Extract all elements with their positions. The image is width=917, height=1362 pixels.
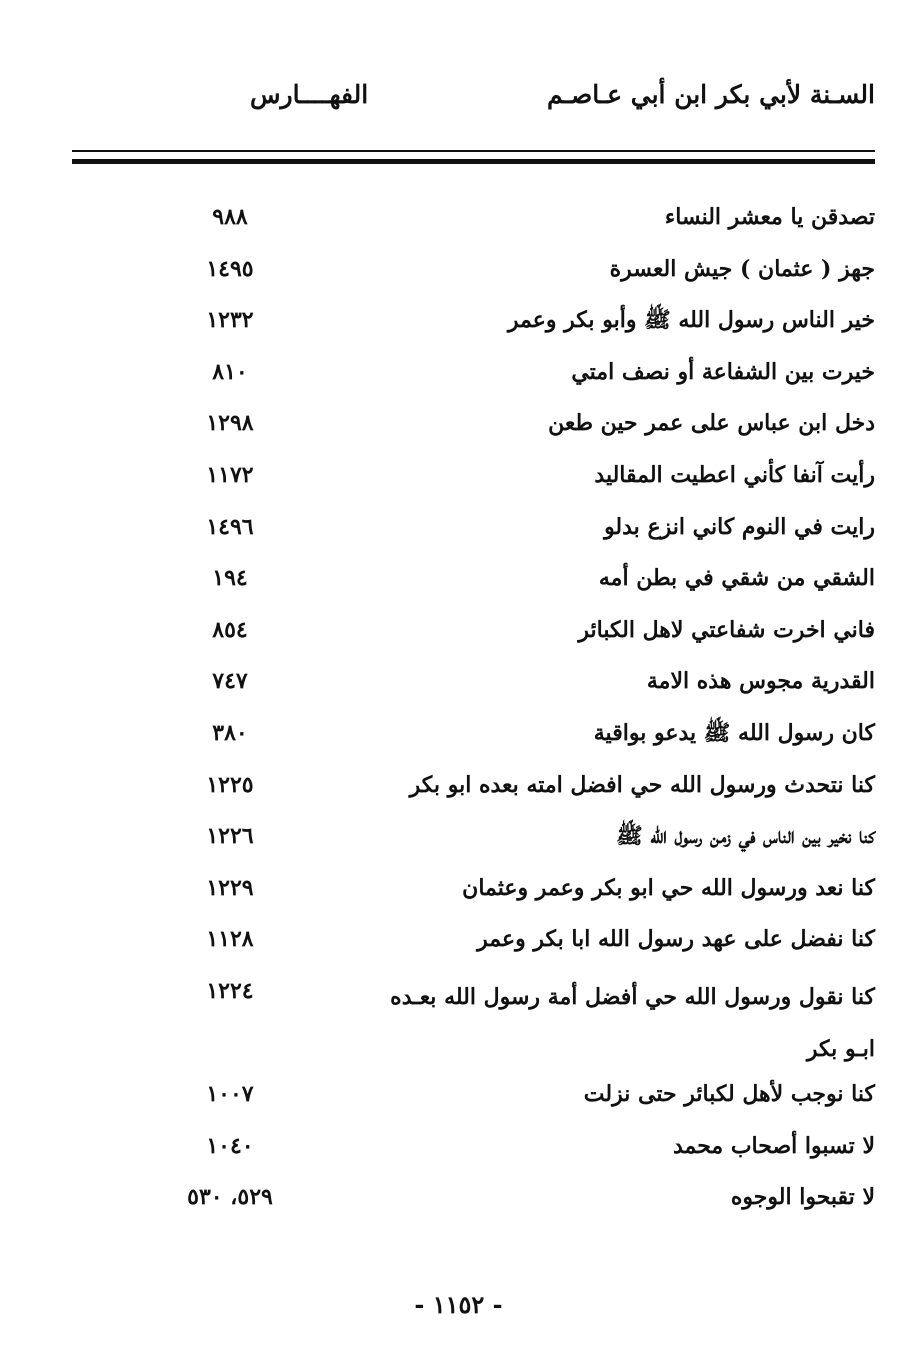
index-entry: [170, 352, 875, 404]
index-entry: [170, 1074, 875, 1126]
index-entry: [170, 610, 875, 662]
index-entry: [170, 507, 875, 559]
book-title: السـنة لأبي بكر ابن أبي عـاصـم: [547, 80, 875, 109]
index-entry: [170, 971, 875, 1074]
index-entry: [170, 558, 875, 610]
entry-number: ١٠٠٧: [206, 1080, 254, 1107]
entry-text: رايت في النوم كاني انزع بدلو: [604, 513, 875, 540]
entry-text: فاني اخرت شفاعتي لاهل الكبائر: [578, 616, 875, 643]
entry-number: ١٤٩٥: [206, 255, 254, 282]
entry-number: ١٠٤٠: [206, 1132, 254, 1159]
entry-text: كان رسول الله ﷺ يدعو بواقية: [593, 719, 875, 746]
index-entry: [170, 816, 875, 868]
entry-text: رأيت آنفا كأني اعطيت المقاليد: [594, 461, 875, 488]
header-rule-thin: [72, 150, 875, 152]
index-entry: [170, 403, 875, 455]
entry-text: كنا نخير بين الناس في زمن رسول الله ﷺ: [616, 823, 875, 850]
entry-number: ٣٨٠: [212, 719, 248, 746]
entry-text: جهز ( عثمان ) جيش العسرة: [609, 255, 875, 282]
index-entry: [170, 455, 875, 507]
entry-number: ١٤٩٦: [206, 513, 254, 540]
entry-number: ١٩٤: [212, 565, 248, 592]
entry-text: الشقي من شقي في بطن أمه: [598, 565, 875, 592]
entry-text: خيرت بين الشفاعة أو نصف امتي: [571, 358, 875, 385]
entry-text: دخل ابن عباس على عمر حين طعن: [548, 410, 875, 437]
entry-text: تصدقن يا معشر النساء: [664, 204, 875, 230]
index-entry: [170, 300, 875, 352]
entry-number: ١٢٣٢: [206, 307, 254, 334]
entry-number: ٩٨٨: [212, 204, 248, 230]
entry-number: ٨٥٤: [212, 616, 248, 643]
entry-number: ٧٤٧: [212, 668, 248, 695]
entry-text: خير الناس رسول الله ﷺ وأبو بكر وعمر: [507, 307, 875, 334]
index-entry: [170, 919, 875, 971]
page-number: - ١١٥٢ -: [414, 1290, 503, 1319]
entry-text: لا تسبوا أصحاب محمد: [672, 1132, 875, 1159]
index-entry: [170, 1126, 875, 1178]
index-entry: [170, 765, 875, 817]
page-header: [230, 80, 875, 120]
entry-text: كنا نعد ورسول الله حي ابو بكر وعمر وعثمان: [462, 874, 875, 901]
entry-number: ١٢٢٥: [206, 771, 254, 798]
entry-text: القدرية مجوس هذه الامة: [646, 668, 875, 695]
entry-text: كنا نتحدث ورسول الله حي افضل امته بعده ابو بكر: [409, 771, 875, 798]
index-entry: [170, 868, 875, 920]
entry-number: ١٢٢٩: [206, 874, 254, 901]
entry-number: ١٢٢٤: [206, 977, 254, 1004]
index-entry: [170, 249, 875, 301]
index-entry: [170, 713, 875, 765]
index-list: [170, 197, 875, 1229]
entry-text: كنا نوجب لأهل لكبائر حتى نزلت: [583, 1080, 875, 1107]
entry-text: كنا نقول ورسول الله حي أفضل أمة رسول الله بعـده ابـو بكر: [390, 983, 875, 1062]
entry-number: ٨١٠: [212, 358, 248, 385]
entry-number: ١٢٢٦: [206, 823, 254, 850]
index-entry: [170, 1177, 875, 1229]
header-rule-thick: [72, 159, 875, 164]
entry-text: لا تقبحوا الوجوه: [730, 1184, 875, 1211]
entry-text: كنا نفضل على عهد رسول الله ابا بكر وعمر: [477, 926, 875, 953]
entry-number: ٥٢٩، ٥٣٠: [187, 1184, 273, 1211]
section-title: الفهــــارس: [250, 80, 369, 109]
entry-number: ١١٢٨: [206, 926, 254, 953]
index-entry: [170, 661, 875, 713]
entry-number: ١٢٩٨: [206, 410, 254, 437]
index-entry: [170, 197, 875, 249]
entry-number: ١١٧٢: [206, 461, 254, 488]
